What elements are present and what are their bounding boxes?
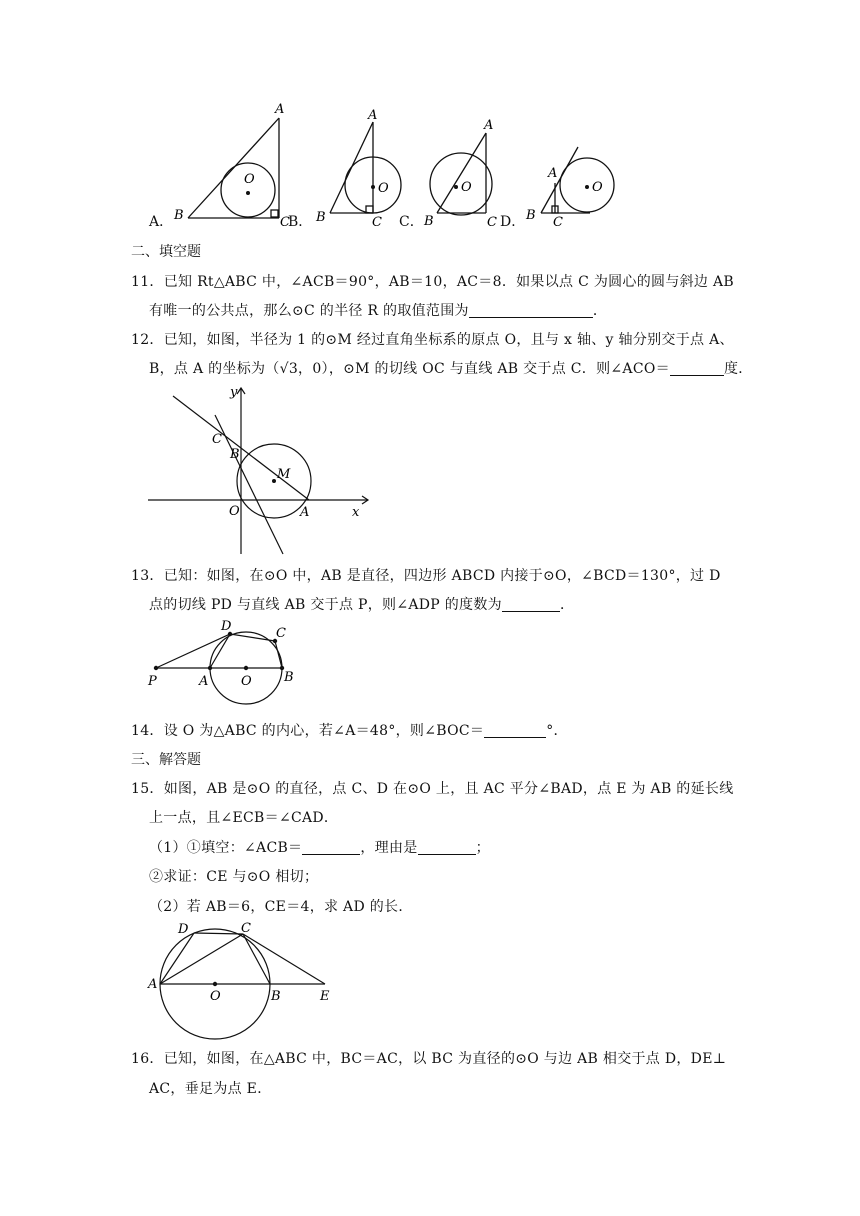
q15-reason-blank[interactable]	[418, 840, 476, 855]
q15-part1-mid: ，理由是	[360, 840, 418, 856]
q15-part1b: ②求证：CE 与⊙O 相切；	[149, 869, 319, 885]
q13-figure-svg	[140, 615, 310, 710]
q11-line2	[149, 300, 607, 320]
q15-label-c: C	[241, 921, 251, 936]
q15-label-e: E	[320, 989, 330, 1004]
q12-line2	[149, 358, 753, 378]
label-c-c: C	[487, 215, 497, 230]
q15-line2: 上一点，且∠ECB＝∠CAD．	[149, 810, 339, 826]
label-a-o: O	[244, 172, 255, 187]
label-b-c: C	[372, 215, 382, 230]
q14-end: °．	[546, 723, 568, 739]
section-solve-heading: 三、解答题	[131, 752, 201, 768]
q15-label-o: O	[210, 989, 221, 1004]
q12-figure	[140, 378, 380, 558]
q12-label-o: O	[229, 504, 240, 519]
choice-figures	[0, 95, 860, 235]
q11-line2-text: 有唯一的公共点，那么⊙C 的半径 R 的取值范围为	[149, 303, 469, 319]
q11-answer-blank[interactable]	[469, 303, 593, 318]
label-b-o: O	[378, 181, 389, 196]
choice-d-label: D．	[500, 214, 526, 230]
q15-label-b: B	[271, 989, 281, 1004]
q13-line2-end: ．	[559, 597, 575, 613]
label-c-o: O	[461, 180, 472, 195]
q16-line2: AC，垂足为点 E．	[149, 1081, 272, 1097]
q16-line1: 16．已知，如图，在△ABC 中，BC＝AC，以 BC 为直径的⊙O 与边 AB 相交于点 D，DE⊥	[131, 1051, 727, 1067]
q15-part1-text: （1）①填空：∠ACB＝	[149, 840, 303, 856]
q15-part2: （2）若 AB＝6，CE＝4，求 AD 的长．	[149, 899, 413, 915]
q13-line2	[149, 594, 574, 614]
q15-angle-blank[interactable]	[302, 840, 360, 855]
figure-b	[330, 122, 401, 213]
q13-label-d: D	[221, 619, 232, 634]
q12-line2-end: 度．	[723, 361, 753, 377]
q15-part1-end: ；	[475, 840, 490, 856]
label-d-b: B	[526, 208, 536, 223]
q12-label-b: B	[230, 447, 240, 462]
label-d-o: O	[592, 180, 603, 195]
label-d-c: C	[553, 215, 563, 230]
q13-line2-text: 点的切线 PD 与直线 AB 交于点 P，则∠ADP 的度数为	[149, 597, 502, 613]
figure-c	[430, 133, 492, 215]
q14-line	[131, 720, 568, 740]
q13-line1: 13．已知：如图，在⊙O 中，AB 是直径，四边形 ABCD 内接于⊙O，∠BCD＝130°，过 D	[131, 568, 721, 584]
label-c-a: A	[484, 118, 494, 133]
q12-line2-text: B，点 A 的坐标为（√3，0），⊙M 的切线 OC 与直线 AB 交于点 C．则∠ACO＝	[149, 361, 670, 377]
q12-figure-svg	[140, 378, 380, 558]
q12-label-y: y	[230, 385, 238, 400]
q13-label-o: O	[241, 674, 252, 689]
q15-line1: 15．如图，AB 是⊙O 的直径，点 C、D 在⊙O 上，且 AC 平分∠BAD，点 E 为 AB 的延长线	[131, 781, 734, 797]
q15-figure-svg	[140, 916, 340, 1046]
q15-part1	[149, 837, 490, 857]
label-b-a: A	[368, 108, 378, 123]
q14-answer-blank[interactable]	[484, 723, 546, 738]
label-c-b: B	[424, 214, 434, 229]
choice-b-label: B．	[288, 214, 313, 230]
choice-figures-svg	[0, 95, 860, 235]
q13-label-c: C	[276, 626, 286, 641]
q15-label-a: A	[148, 977, 158, 992]
q13-label-a: A	[199, 674, 209, 689]
q12-label-x: x	[352, 505, 360, 520]
q13-figure	[140, 615, 310, 710]
label-d-a: A	[548, 166, 558, 181]
label-a-a: A	[275, 102, 285, 117]
q13-label-b: B	[284, 670, 294, 685]
label-b-b: B	[316, 210, 326, 225]
q15-label-d: D	[178, 922, 189, 937]
q13-label-p: P	[148, 674, 157, 689]
q12-label-a: A	[300, 505, 310, 520]
q14-text: 14．设 O 为△ABC 的内心，若∠A＝48°，则∠BOC＝	[131, 723, 485, 739]
q11-line2-end: ．	[592, 303, 608, 319]
choice-c-label: C．	[399, 214, 424, 230]
q12-answer-blank[interactable]	[670, 361, 724, 376]
choice-a-label: A．	[149, 214, 174, 230]
q12-label-c: C	[212, 432, 222, 447]
q15-figure	[140, 916, 340, 1046]
q11-line1: 11．已知 Rt△ABC 中，∠ACB＝90°，AB＝10，AC＝8．如果以点 C 为圆心的圆与斜边 AB	[131, 274, 734, 290]
figure-a	[188, 118, 279, 218]
label-a-b: B	[174, 208, 184, 223]
section-fill-in-heading: 二、填空题	[131, 244, 201, 260]
q12-label-m: M	[277, 467, 291, 482]
q12-line1: 12．已知，如图，半径为 1 的⊙M 经过直角坐标系的原点 O，且与 x 轴、y 轴分别交于点 A、	[131, 332, 734, 348]
q13-answer-blank[interactable]	[502, 597, 560, 612]
label-a-c: C	[280, 215, 290, 230]
